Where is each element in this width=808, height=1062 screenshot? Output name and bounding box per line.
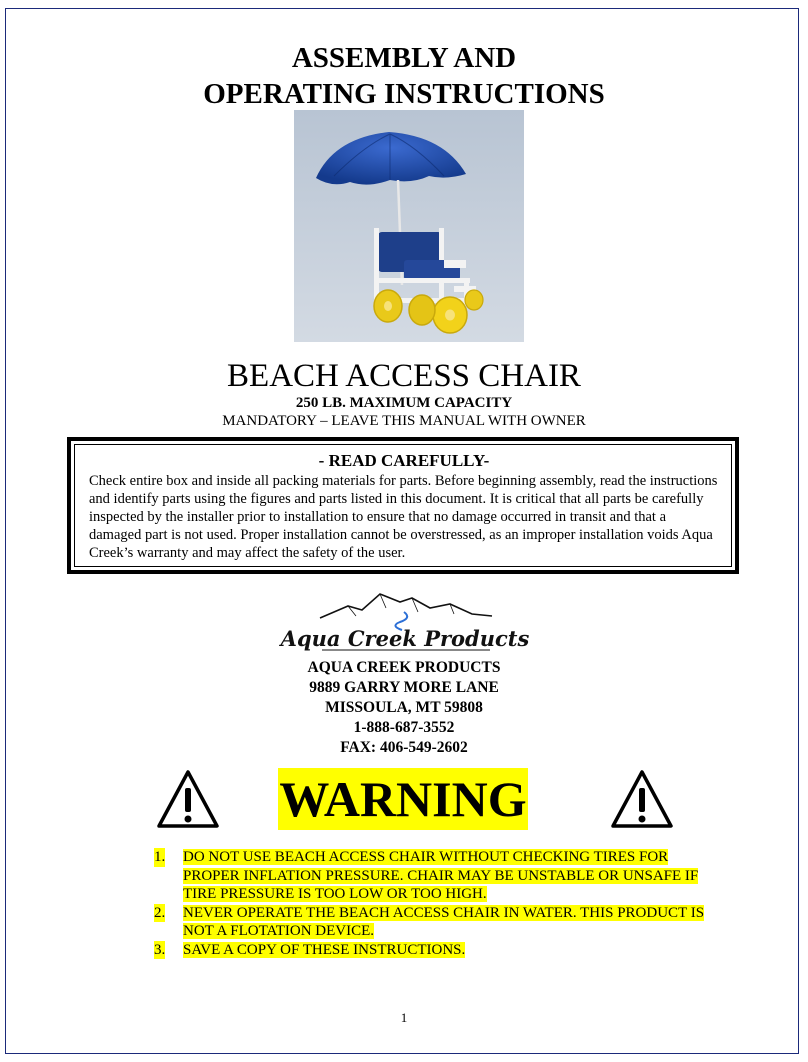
company-street: 9889 GARRY MORE LANE (309, 679, 499, 696)
aqua-creek-logo (280, 586, 530, 658)
warning-item-text: NEVER OPERATE THE BEACH ACCESS CHAIR IN WATER. THIS PRODUCT IS NOT A FLOTATION DEVICE. (183, 904, 705, 939)
warning-item-text: SAVE A COPY OF THESE INSTRUCTIONS. (183, 941, 466, 958)
warning-item (154, 941, 714, 960)
product-photo (294, 110, 524, 342)
title-line-1: ASSEMBLY AND (291, 42, 517, 74)
logo-text: Aqua Creek Products (280, 626, 530, 651)
warning-title: WARNING (278, 768, 528, 830)
page-number: 1 (400, 1010, 408, 1025)
read-carefully-text: Check entire box and inside all packing materials for parts. Before beginning assembly, read the instructions and identify parts using the figures and parts listed in this document. It is critical that all parts be carefully inspected by the installer prior to installation to ensure that no damage occurred in transit and that a damaged part is not used. Proper installation cannot be overstressed, as an improper installation voids Aqua Creek’s warranty and may affect the safety of the user. (89, 473, 718, 561)
warning-item-number: 3. (154, 941, 166, 958)
warning-triangle-icon (610, 768, 674, 830)
company-name: AQUA CREEK PRODUCTS (307, 659, 501, 676)
title-line-2: OPERATING INSTRUCTIONS (203, 78, 605, 110)
warning-item-number: 1. (154, 849, 166, 865)
warning-item-number: 2. (154, 904, 166, 921)
company-city: MISSOULA, MT 59808 (325, 699, 483, 716)
capacity-note: 250 LB. MAXIMUM CAPACITY (295, 395, 513, 411)
warning-triangle-icon (156, 768, 220, 830)
company-phone: 1-888-687-3552 (353, 719, 455, 736)
mandatory-note: MANDATORY – LEAVE THIS MANUAL WITH OWNER (222, 413, 586, 429)
company-fax: FAX: 406-549-2602 (340, 739, 468, 756)
read-carefully-inner (74, 444, 732, 567)
read-carefully-box (67, 437, 739, 574)
read-carefully-heading: - READ CAREFULLY- (318, 451, 490, 470)
product-name: BEACH ACCESS CHAIR (227, 358, 581, 394)
company-address (0, 658, 808, 758)
document-title (0, 40, 808, 112)
warning-item-text: DO NOT USE BEACH ACCESS CHAIR WITHOUT CHECKING TIRES FOR PROPER INFLATION PRESSURE. CHAIR MAY BE UNSTABLE OR UNSAFE IF TIRE PRESSURE IS TOO LOW OR TOO HIGH. (183, 849, 699, 902)
warning-item (154, 848, 714, 904)
warning-item (154, 904, 714, 941)
warning-list (154, 848, 714, 959)
